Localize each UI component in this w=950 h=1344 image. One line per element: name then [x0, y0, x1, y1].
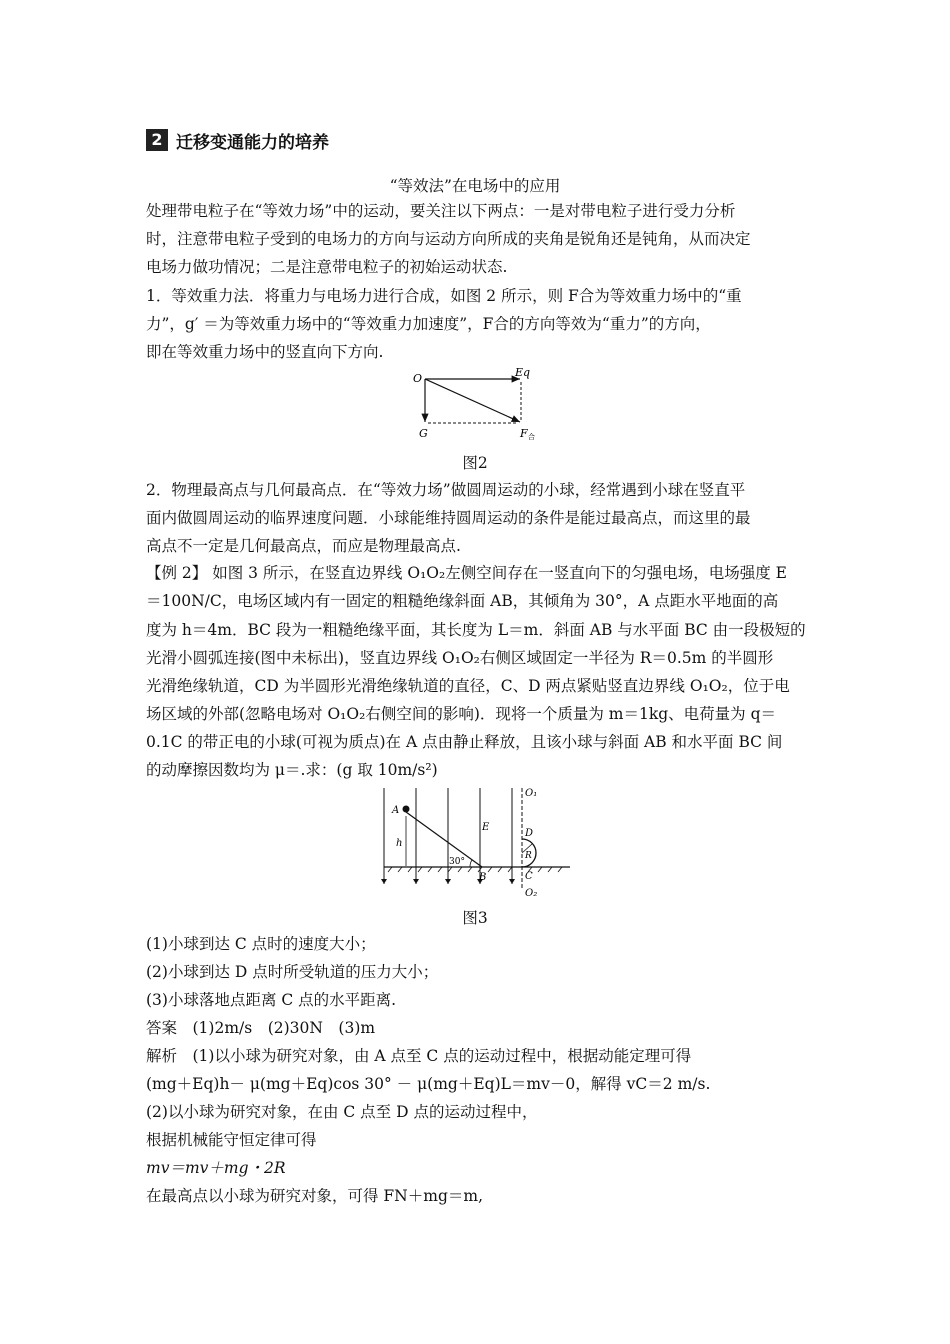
label-f: F [520, 427, 528, 440]
label-eq: Eq [515, 366, 531, 379]
label-f-sub: 合 [528, 433, 535, 441]
label-d: D [525, 828, 534, 839]
label-e: E [482, 822, 490, 833]
example-line: 【例 2】 如图 3 所示，在竖直边界线 O₁O₂左侧空间存在一竖直向下的匀强电场，电场强度 E [146, 564, 787, 582]
analysis-line: 在最高点以小球为研究对象，可得 FN＋mg＝m, [146, 1187, 483, 1205]
label-o: O [413, 372, 423, 385]
ground-hatch [388, 867, 562, 872]
figure-3-caption: 图3 [462, 909, 488, 927]
example-line: 场区域的外部(忽略电场对 O₁O₂右侧空间的影响)．现将一个质量为 m＝1kg、电荷量为 q＝ [146, 705, 777, 723]
figure-2-caption: 图2 [462, 454, 488, 472]
label-a: A [392, 805, 400, 816]
paragraph-line: 高点不一定是几何最高点，而应是物理最高点. [146, 537, 461, 555]
example-line: 0.1C 的带正电的小球(可视为质点)在 A 点由静止释放，且该小球与斜面 AB 和水平面 BC 间 [146, 733, 783, 751]
example-line: 的动摩擦因数均为 μ＝.求：(g 取 10m/s²) [146, 761, 438, 779]
label-angle: 30° [449, 857, 465, 867]
example-line: 光滑绝缘轨道，CD 为半圆形光滑绝缘轨道的直径，C、D 两点紧贴竖直边界线 O₁O₂，位于电 [146, 677, 790, 695]
example-line: 度为 h＝4m．BC 段为一粗糙绝缘平面，其长度为 L＝m．斜面 AB 与水平面 BC 由一段极短的 [146, 621, 806, 639]
figure-2 [405, 366, 555, 446]
incline-ab [406, 812, 482, 867]
paragraph-line: 即在等效重力场中的竖直向下方向. [146, 343, 384, 361]
section-heading [146, 128, 329, 152]
label-h: h [396, 838, 403, 849]
paragraph-line: 面内做圆周运动的临界速度问题．小球能维持圆周运动的条件是能过最高点，而这里的最 [146, 509, 751, 527]
paragraph-line: 力”，g′ ＝为等效重力场中的“等效重力加速度”，F合的方向等效为“重力”的方向， [146, 315, 711, 333]
paragraph-line: 时，注意带电粒子受到的电场力的方向与运动方向所成的夹角是锐角还是钝角，从而决定 [146, 230, 751, 248]
label-b: B [479, 872, 487, 883]
label-o2: O₂ [525, 888, 538, 899]
angle-arc [470, 860, 472, 867]
label-r: R [525, 851, 532, 861]
example-line: 光滑小圆弧连接(图中未标出)，竖直边界线 O₁O₂右侧区域固定一半径为 R＝0.5m 的半圆形 [146, 649, 774, 667]
answer-line: 答案 (1)2m/s (2)30N (3)m [146, 1019, 376, 1037]
label-g: G [419, 427, 428, 440]
paragraph-line: 1．等效重力法．将重力与电场力进行合成，如图 2 所示，则 F合为等效重力场中的“重 [146, 287, 742, 305]
label-o1: O₁ [525, 788, 538, 799]
paragraph-line: 处理带电粒子在“等效力场”中的运动，要关注以下两点：一是对带电粒子进行受力分析 [146, 202, 736, 220]
analysis-line: 解析 (1)以小球为研究对象，由 A 点至 C 点的运动过程中，根据动能定理可得 [146, 1047, 692, 1065]
analysis-line: mv＝mv＋mg・2R [146, 1159, 286, 1177]
question-line: (3)小球落地点距离 C 点的水平距离. [146, 991, 397, 1009]
question-line: (1)小球到达 C 点时的速度大小； [146, 935, 376, 953]
example-line: ＝100N/C，电场区域内有一固定的粗糙绝缘斜面 AB，其倾角为 30°，A 点距水平地面的高 [146, 592, 779, 610]
analysis-line: (2)以小球为研究对象，在由 C 点至 D 点的运动过程中， [146, 1103, 538, 1121]
label-c: C [525, 871, 533, 882]
section-title: 迁移变通能力的培养 [176, 132, 329, 153]
paragraph-line: 2．物理最高点与几何最高点．在“等效力场”做圆周运动的小球，经常遇到小球在竖直平 [146, 481, 746, 499]
subtitle: “等效法”在电场中的应用 [389, 177, 561, 195]
analysis-line: 根据机械能守恒定律可得 [146, 1131, 317, 1149]
paragraph-line: 电场力做功情况；二是注意带电粒子的初始运动状态. [146, 258, 508, 276]
section-number: 2 [146, 129, 168, 151]
ball [403, 806, 410, 813]
figure-3 [370, 786, 580, 900]
question-line: (2)小球到达 D 点时所受轨道的压力大小； [146, 963, 439, 981]
analysis-line: (mg＋Eq)h－ μ(mg＋Eq)cos 30° － μ(mg＋Eq)L＝mv－0，解得 vC＝2 m/s. [146, 1075, 711, 1093]
resultant-vector [425, 379, 520, 422]
